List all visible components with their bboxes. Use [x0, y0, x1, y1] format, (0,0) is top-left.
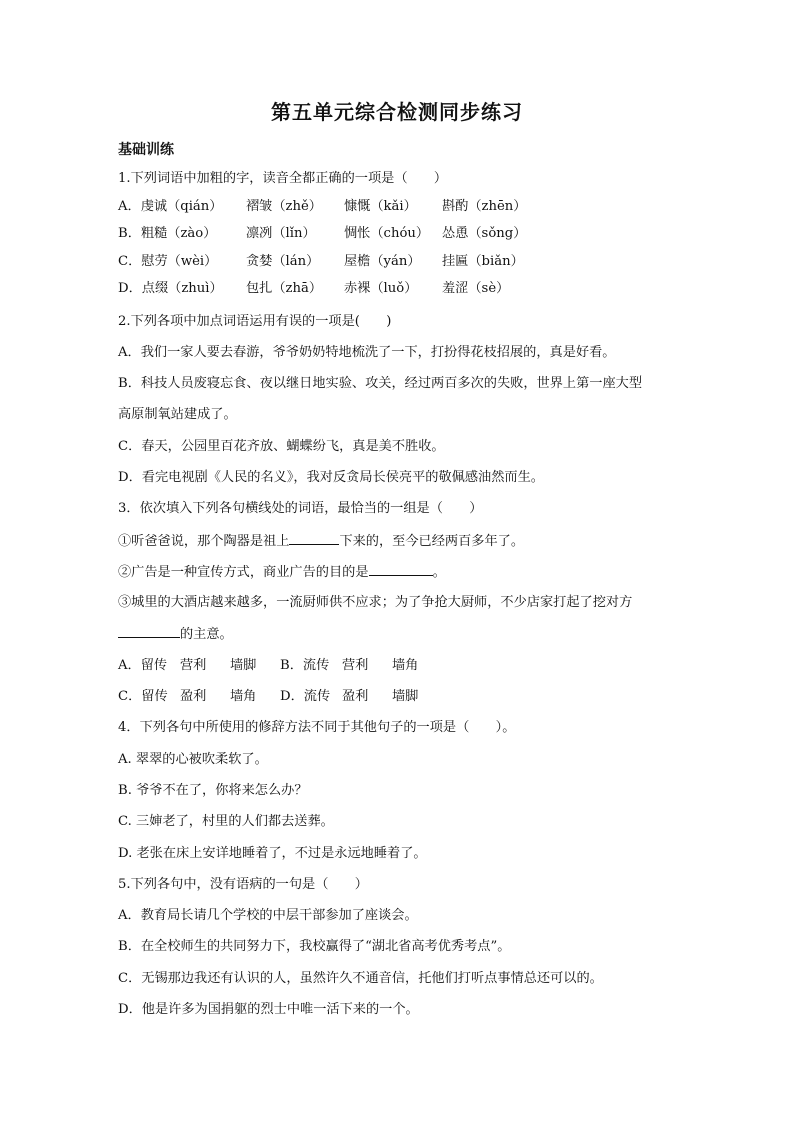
option-word: 墙角: [230, 689, 257, 704]
option-word: C．留传: [118, 689, 168, 704]
question-5-stem: 5.下列各句中，没有语病的一句是（ ）: [118, 877, 368, 892]
question-4-option-c: C. 三婶老了，村里的人们都去送葬。: [118, 814, 334, 829]
question-4-option-b: B. 爷爷不在了，你将来怎么办？: [118, 783, 308, 798]
option-word: 挂匾（biǎn）: [442, 254, 524, 269]
option-word: 墙角: [392, 658, 419, 673]
question-5-option-b: B．在全校师生的共同努力下，我校赢得了“湖北省高考优秀考点”。: [118, 939, 511, 954]
question-4-option-a: A. 翠翠的心被吹柔软了。: [118, 752, 268, 767]
option-word: 墙脚: [392, 689, 419, 704]
question-1-option-a: [118, 198, 527, 216]
sentence-text: 。: [432, 565, 446, 580]
question-2-stem: 2.下列各项中加点词语运用有误的一项是( ): [118, 314, 392, 329]
option-word: D．点缀（zhuì）: [118, 281, 223, 296]
option-word: 盈利: [180, 689, 207, 704]
sentence-text: 下来的，至今已经两百多年了。: [339, 534, 525, 549]
question-1-stem: 1.下列词语中加粗的字，读音全都正确的一项是（ ）: [118, 171, 448, 186]
question-1-option-c: [118, 253, 524, 271]
question-5-option-d: D．他是许多为国捐躯的烈士中唯一活下来的一个。: [118, 1002, 419, 1017]
option-word: 营利: [180, 658, 207, 673]
option-word: 羞涩（sè）: [442, 281, 510, 296]
question-1-option-b: [118, 225, 526, 243]
question-3-options-ab: [118, 657, 442, 675]
option-word: 凛冽（lǐn）: [246, 226, 316, 241]
question-2-option-b: B．科技人员废寝忘食、夜以继日地实验、攻关，经过两百多次的失败，世界上第一座大型: [118, 376, 642, 391]
option-word: B．粗糙（zào）: [118, 226, 217, 241]
question-3-sentence-3: ③城里的大酒店越来越多，一流厨师供不应求；为了争抢大厨师，不少店家打起了挖对方: [118, 595, 633, 610]
question-3-sentence-3-cont: [118, 625, 233, 644]
option-word: 屋檐（yán）: [344, 254, 421, 269]
fill-blank[interactable]: [369, 563, 433, 576]
sentence-text: 的主意。: [180, 627, 233, 642]
option-word: 赤裸（luǒ）: [344, 281, 418, 296]
option-word: 斟酌（zhēn）: [442, 199, 527, 214]
option-word: D．流传: [280, 689, 331, 704]
option-word: 惆怅（chóu）: [344, 226, 430, 241]
question-1-option-d: [118, 280, 509, 298]
question-5-option-c: C．无锡那边我还有认识的人，虽然许久不通音信，托他们打听点事情总还可以的。: [118, 971, 603, 986]
fill-blank[interactable]: [289, 532, 339, 545]
sentence-text: ②广告是一种宣传方式，商业广告的目的是: [118, 565, 369, 580]
option-word: 怂恿（sǒng）: [442, 226, 527, 241]
section-heading: 基础训练: [118, 142, 174, 158]
sentence-text: ①听爸爸说，那个陶器是祖上: [118, 534, 290, 549]
option-word: 包扎（zhā）: [246, 281, 323, 296]
page-title: 第五单元综合检测同步练习: [271, 100, 523, 124]
option-word: A．虔诚（qián）: [118, 199, 223, 214]
question-3-options-cd: [118, 688, 442, 706]
option-word: B．流传: [280, 658, 330, 673]
question-2-option-b-cont: 高原制氧站建成了。: [118, 407, 237, 422]
option-word: C．慰劳（wèi）: [118, 254, 218, 269]
question-5-option-a: A．教育局长请几个学校的中层干部参加了座谈会。: [118, 908, 418, 923]
option-word: 褶皱（zhě）: [246, 199, 322, 214]
option-word: 慷慨（kǎi）: [344, 199, 417, 214]
question-2-option-a: A．我们一家人要去春游，爷爷奶奶特地梳洗了一下，打扮得花枝招展的，真是好看。: [118, 345, 616, 360]
question-2-option-d: D．看完电视剧《人民的名义》，我对反贪局长侯亮平的敬佩感油然而生。: [118, 470, 544, 485]
question-4-option-d: D. 老张在床上安详地睡着了，不过是永远地睡着了。: [118, 846, 427, 861]
option-word: 营利: [342, 658, 369, 673]
question-4-stem: 4．下列各句中所使用的修辞方法不同于其他句子的一项是（ ）。: [118, 720, 516, 735]
question-2-option-c: C．春天，公园里百花齐放、蝴蝶纷飞，真是美不胜收。: [118, 439, 445, 454]
question-3-sentence-2: [118, 563, 446, 582]
option-word: A．留传: [118, 658, 168, 673]
option-word: 贪婪（lán）: [246, 254, 320, 269]
question-3-sentence-1: [118, 532, 524, 551]
fill-blank[interactable]: [118, 625, 180, 638]
option-word: 盈利: [342, 689, 369, 704]
question-3-stem: 3．依次填入下列各句横线处的词语，最恰当的一组是（ ）: [118, 501, 483, 516]
option-word: 墙脚: [230, 658, 257, 673]
